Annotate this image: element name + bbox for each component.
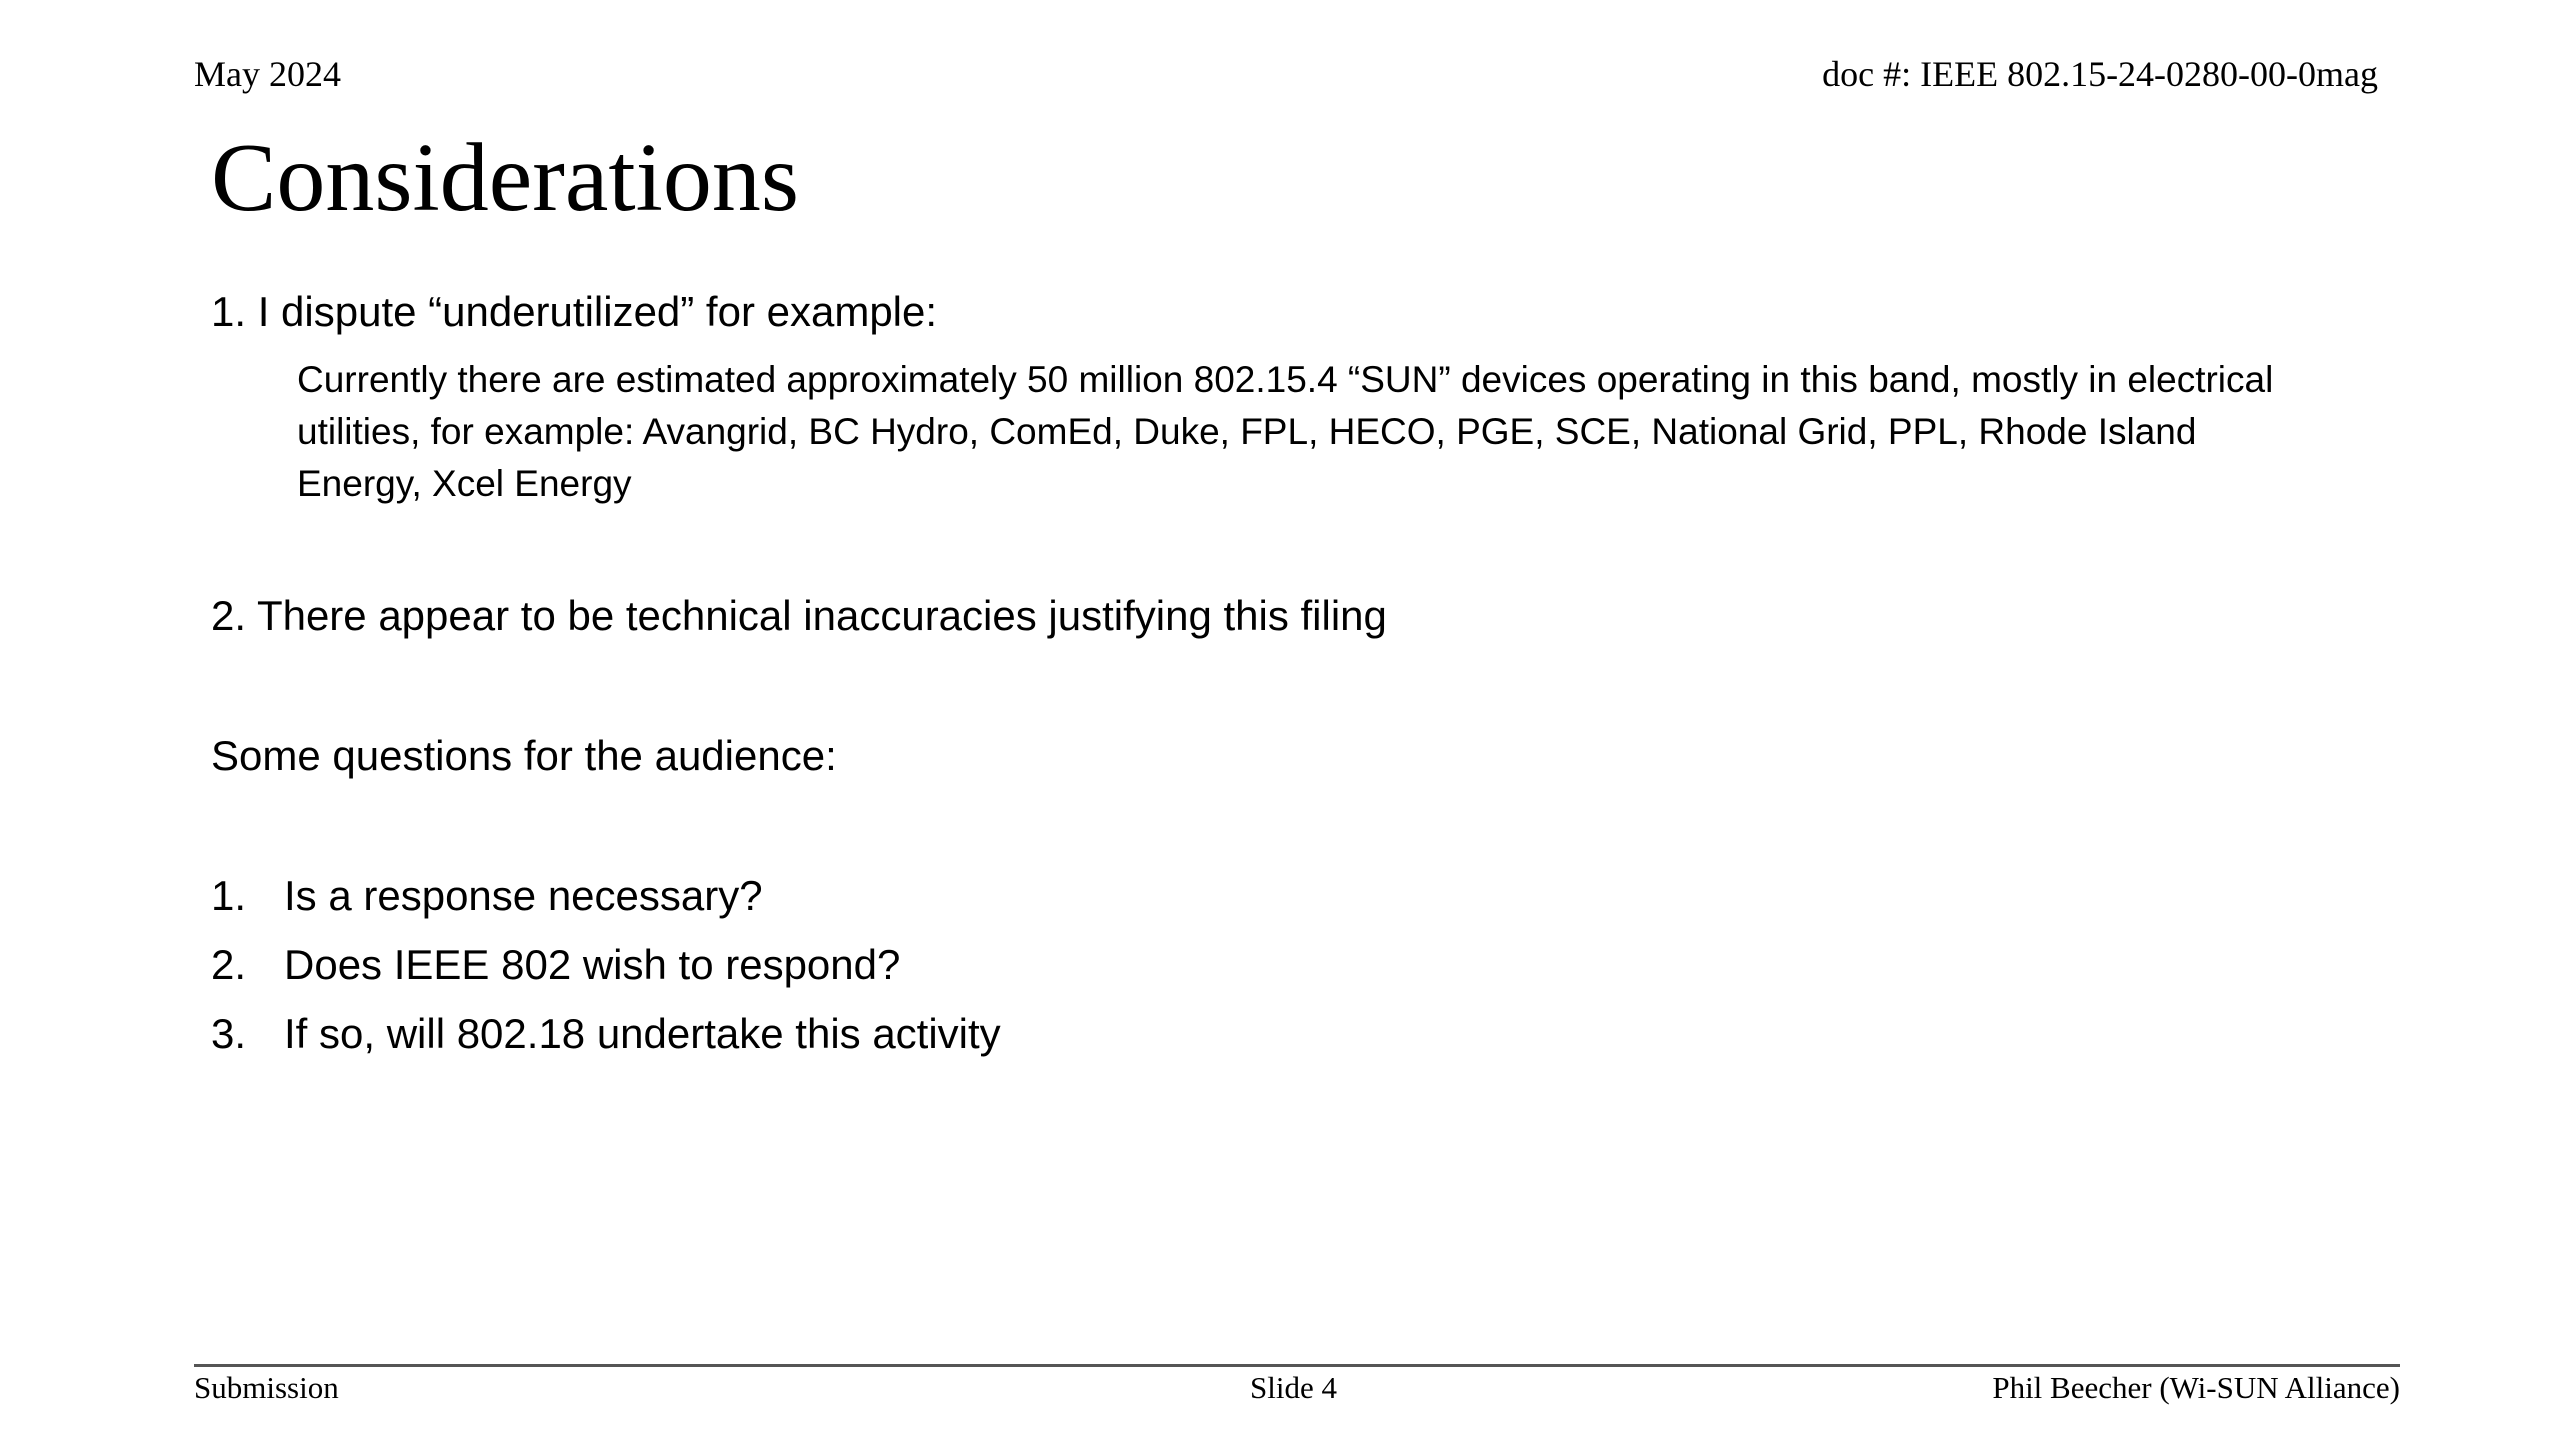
- question-number: 2.: [211, 941, 247, 988]
- question-item: [211, 939, 1001, 1008]
- questions-list: [211, 870, 1001, 1077]
- question-text: Does IEEE 802 wish to respond?: [284, 941, 901, 988]
- question-text: Is a response necessary?: [284, 872, 763, 919]
- footer-author: Phil Beecher (Wi-SUN Alliance): [1992, 1370, 2400, 1405]
- footer-slide-number: Slide 4: [1250, 1370, 1337, 1405]
- question-text: If so, will 802.18 undertake this activity: [284, 1010, 1001, 1057]
- question-item: [211, 1008, 1001, 1077]
- point-1-detail: Currently there are estimated approximately 50 million 802.15.4 “SUN” devices operating in this band, mostly in electrical utilities, for example: Avangrid, BC Hydro, ComEd, Duke, FPL, HECO, PGE, SCE, National Grid, PPL, Rhode Island Energy, Xcel Energy: [297, 359, 2274, 504]
- question-number: 1.: [211, 872, 247, 919]
- slide-title: Considerations: [211, 124, 799, 232]
- question-item: [211, 870, 1001, 939]
- point-2-heading: 2. There appear to be technical inaccuracies justifying this filing: [211, 592, 1387, 639]
- point-1-heading: 1. I dispute “underutilized” for example:: [211, 288, 938, 335]
- question-number: 3.: [211, 1010, 247, 1057]
- footer-submission: Submission: [194, 1370, 339, 1405]
- footer-divider: [194, 1364, 2400, 1367]
- questions-heading: Some questions for the audience:: [211, 732, 837, 779]
- header-date: May 2024: [194, 54, 341, 94]
- header-doc-number: doc #: IEEE 802.15-24-0280-00-0mag: [1822, 54, 2378, 94]
